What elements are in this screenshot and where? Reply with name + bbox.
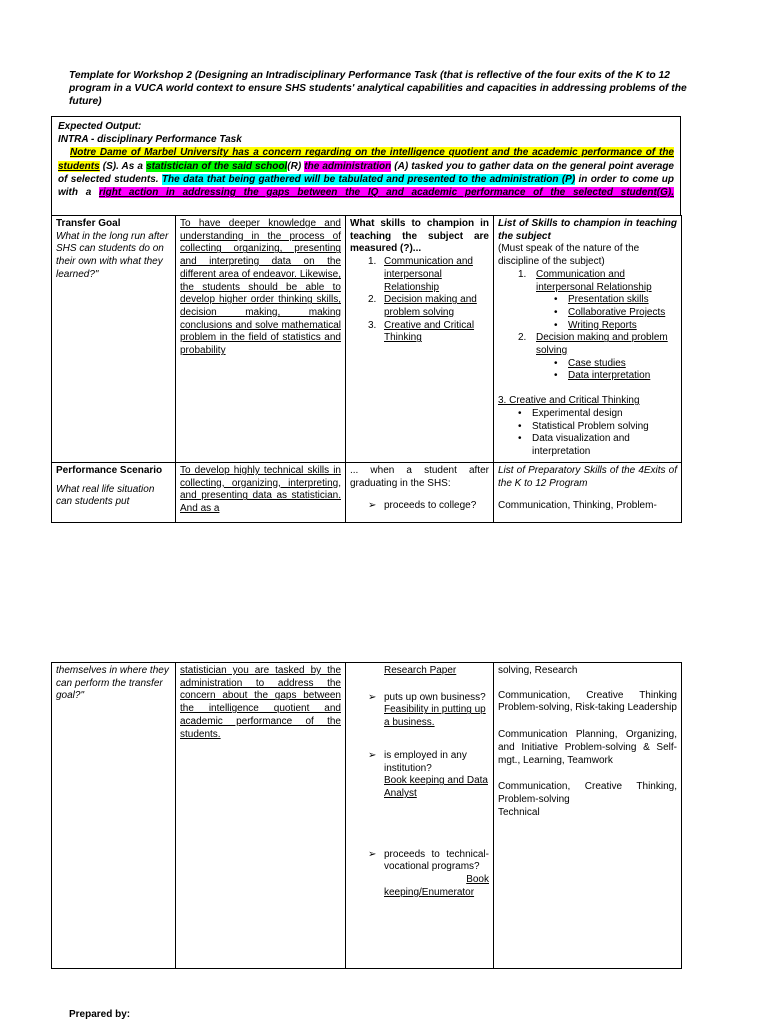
- prep-skills-college-cont: solving, Research: [498, 665, 578, 676]
- prep-skills-technical: Technical: [498, 806, 540, 818]
- desc-p: in order to come up with a: [58, 173, 675, 199]
- performance-answer-cont: statistician you are tasked by the administration to address the concern about the gaps between the intelligence quotient and academic performance of the students.: [180, 665, 341, 740]
- champion-item-2: 2. Decision making and problem solving: [518, 332, 668, 357]
- champion-sublist-3: [498, 408, 677, 459]
- skill-item: 3. Creative and Critical Thinking: [368, 319, 475, 344]
- sub-item: • Presentation skills: [554, 294, 649, 306]
- expected-output-label: Expected Output:: [58, 121, 142, 132]
- sub-item: • Experimental design: [518, 407, 623, 419]
- champion-item-3: 3. Creative and Critical Thinking: [498, 395, 640, 407]
- exits-cont-cell: [346, 663, 494, 969]
- desc-r: (R): [287, 160, 305, 172]
- goal-text: right action in addressing the gaps between the IQ and academic performance of the selected student(G).: [98, 187, 674, 199]
- audience-text: the administration: [304, 160, 392, 172]
- skills-question: What skills to champion in teaching the subject are measured (?)...: [350, 218, 489, 255]
- skill-item: 2. Decision making and problem solving: [368, 294, 477, 318]
- performance-question-cont: themselves in where they can perform the transfer goal?": [56, 665, 169, 702]
- task-table-top: [51, 215, 682, 523]
- transfer-goal-label: Transfer Goal: [56, 218, 121, 229]
- exit-techvoc-answer-2: keeping/Enumerator: [384, 886, 475, 898]
- prep-skills-cell: [494, 463, 682, 523]
- prep-skills-employment: Communication Planning, Organizing, and Initiative Problem-solving & Self-mgt., Learning, Teamwork: [498, 729, 677, 766]
- performance-task-subtitle: INTRA - disciplinary Performance Task: [58, 134, 242, 146]
- champion-sublist-2: [498, 358, 677, 383]
- desc-a: (A) tasked you to gather data on the general point average of selected students.: [58, 160, 674, 185]
- performance-answer-cell: [176, 463, 346, 523]
- performance-scenario-question: What real life situation can students put: [56, 483, 155, 508]
- document-heading: Template for Workshop 2 (Designing an Intradisciplinary Performance Task (that is reflective of the four exits of the K to 12 program in a VUCA world context to ensure SHS students' analytical capabilities and capacities in addressing problems of the future): [69, 70, 687, 108]
- performance-answer-cont-cell: [176, 663, 346, 969]
- skills-list: [350, 256, 489, 345]
- exit-employed: ➢ is employed in any institution?: [368, 749, 467, 774]
- sub-item: • Data interpretation: [554, 370, 651, 382]
- skills-list-title: List of Skills to champion in teaching the subject: [498, 218, 677, 242]
- skills-list-note: (Must speak of the nature of the discipline of the subject): [498, 243, 640, 268]
- research-paper: Research Paper: [384, 665, 457, 676]
- prep-skills-cont-cell: [494, 663, 682, 969]
- sub-item: • Writing Reports: [554, 319, 637, 331]
- transfer-goal-answer-cell: [176, 216, 346, 463]
- exit-techvoc-answer-1: Book: [466, 874, 489, 886]
- skills-cell: [346, 216, 494, 463]
- performance-task-description: [58, 146, 674, 199]
- performance-answer: To develop highly technical skills in collecting, organizing, interpreting, and presenting data as statistician. And as a: [180, 465, 341, 515]
- sub-item: • Collaborative Projects: [554, 306, 666, 318]
- performance-scenario-label: Performance Scenario: [56, 465, 163, 476]
- product-text: The data that being gathered will be tabulated and presented to the administration (P): [161, 173, 576, 185]
- exit-business: ➢ puts up own business?: [368, 691, 486, 703]
- prep-skills-title: List of Preparatory Skills of the 4Exits of the K to 12 Program: [498, 465, 677, 489]
- skills-list-cell: [494, 216, 682, 463]
- concern-text: Notre Dame of Marbel University has a concern regarding on the intelligence quotient and the academic performance of the students: [58, 147, 674, 172]
- prep-skills-college: Communication, Thinking, Problem-: [498, 500, 657, 512]
- prep-skills-techvoc: Communication, Creative Thinking, Problem-solving: [498, 781, 677, 805]
- sub-item: • Statistical Problem solving: [518, 420, 649, 432]
- transfer-goal-cell: [52, 216, 176, 463]
- champion-item-1: 1. Communication and interpersonal Relationship: [518, 268, 652, 293]
- exits-intro: ... when a student after graduating in the SHS:: [350, 465, 489, 489]
- performance-scenario-cont-cell: [52, 663, 176, 969]
- exit-business-answer: Feasibility in putting up a business.: [384, 704, 486, 729]
- prep-skills-business: Communication, Creative Thinking Problem-solving, Risk-taking Leadership: [498, 689, 677, 714]
- exit-techvoc: ➢ proceeds to technical-vocational programs?: [368, 848, 489, 873]
- champion-sublist-1: [498, 294, 677, 332]
- sub-item: • Data visualization and interpretation: [518, 433, 630, 457]
- exits-cell: [346, 463, 494, 523]
- skill-item: 1. Communication and interpersonal Relationship: [368, 256, 473, 293]
- exit-employed-answer: Book keeping and Data Analyst: [384, 775, 488, 799]
- sub-item: • Case studies: [554, 357, 626, 369]
- prepared-by-label: Prepared by:: [69, 1009, 131, 1020]
- desc-s: (S). As a: [99, 160, 147, 172]
- transfer-goal-question: What in the long run after SHS can students do on their own with what they learned?": [56, 230, 169, 280]
- expected-output-box: [51, 116, 681, 216]
- transfer-goal-answer: To have deeper knowledge and understanding in the process of collecting organizing, presenting and interpreting data on the different area of endeavor. Likewise, the students should be able to develop higher order thinking skills, decision making, making conclusions and solve mathematical problem in the field of statistics and probability: [180, 218, 341, 357]
- exit-college: ➢ proceeds to college?: [368, 500, 477, 512]
- performance-scenario-cell: [52, 463, 176, 523]
- task-table-bottom: [51, 662, 682, 969]
- role-text: statistician of the said school: [146, 160, 288, 172]
